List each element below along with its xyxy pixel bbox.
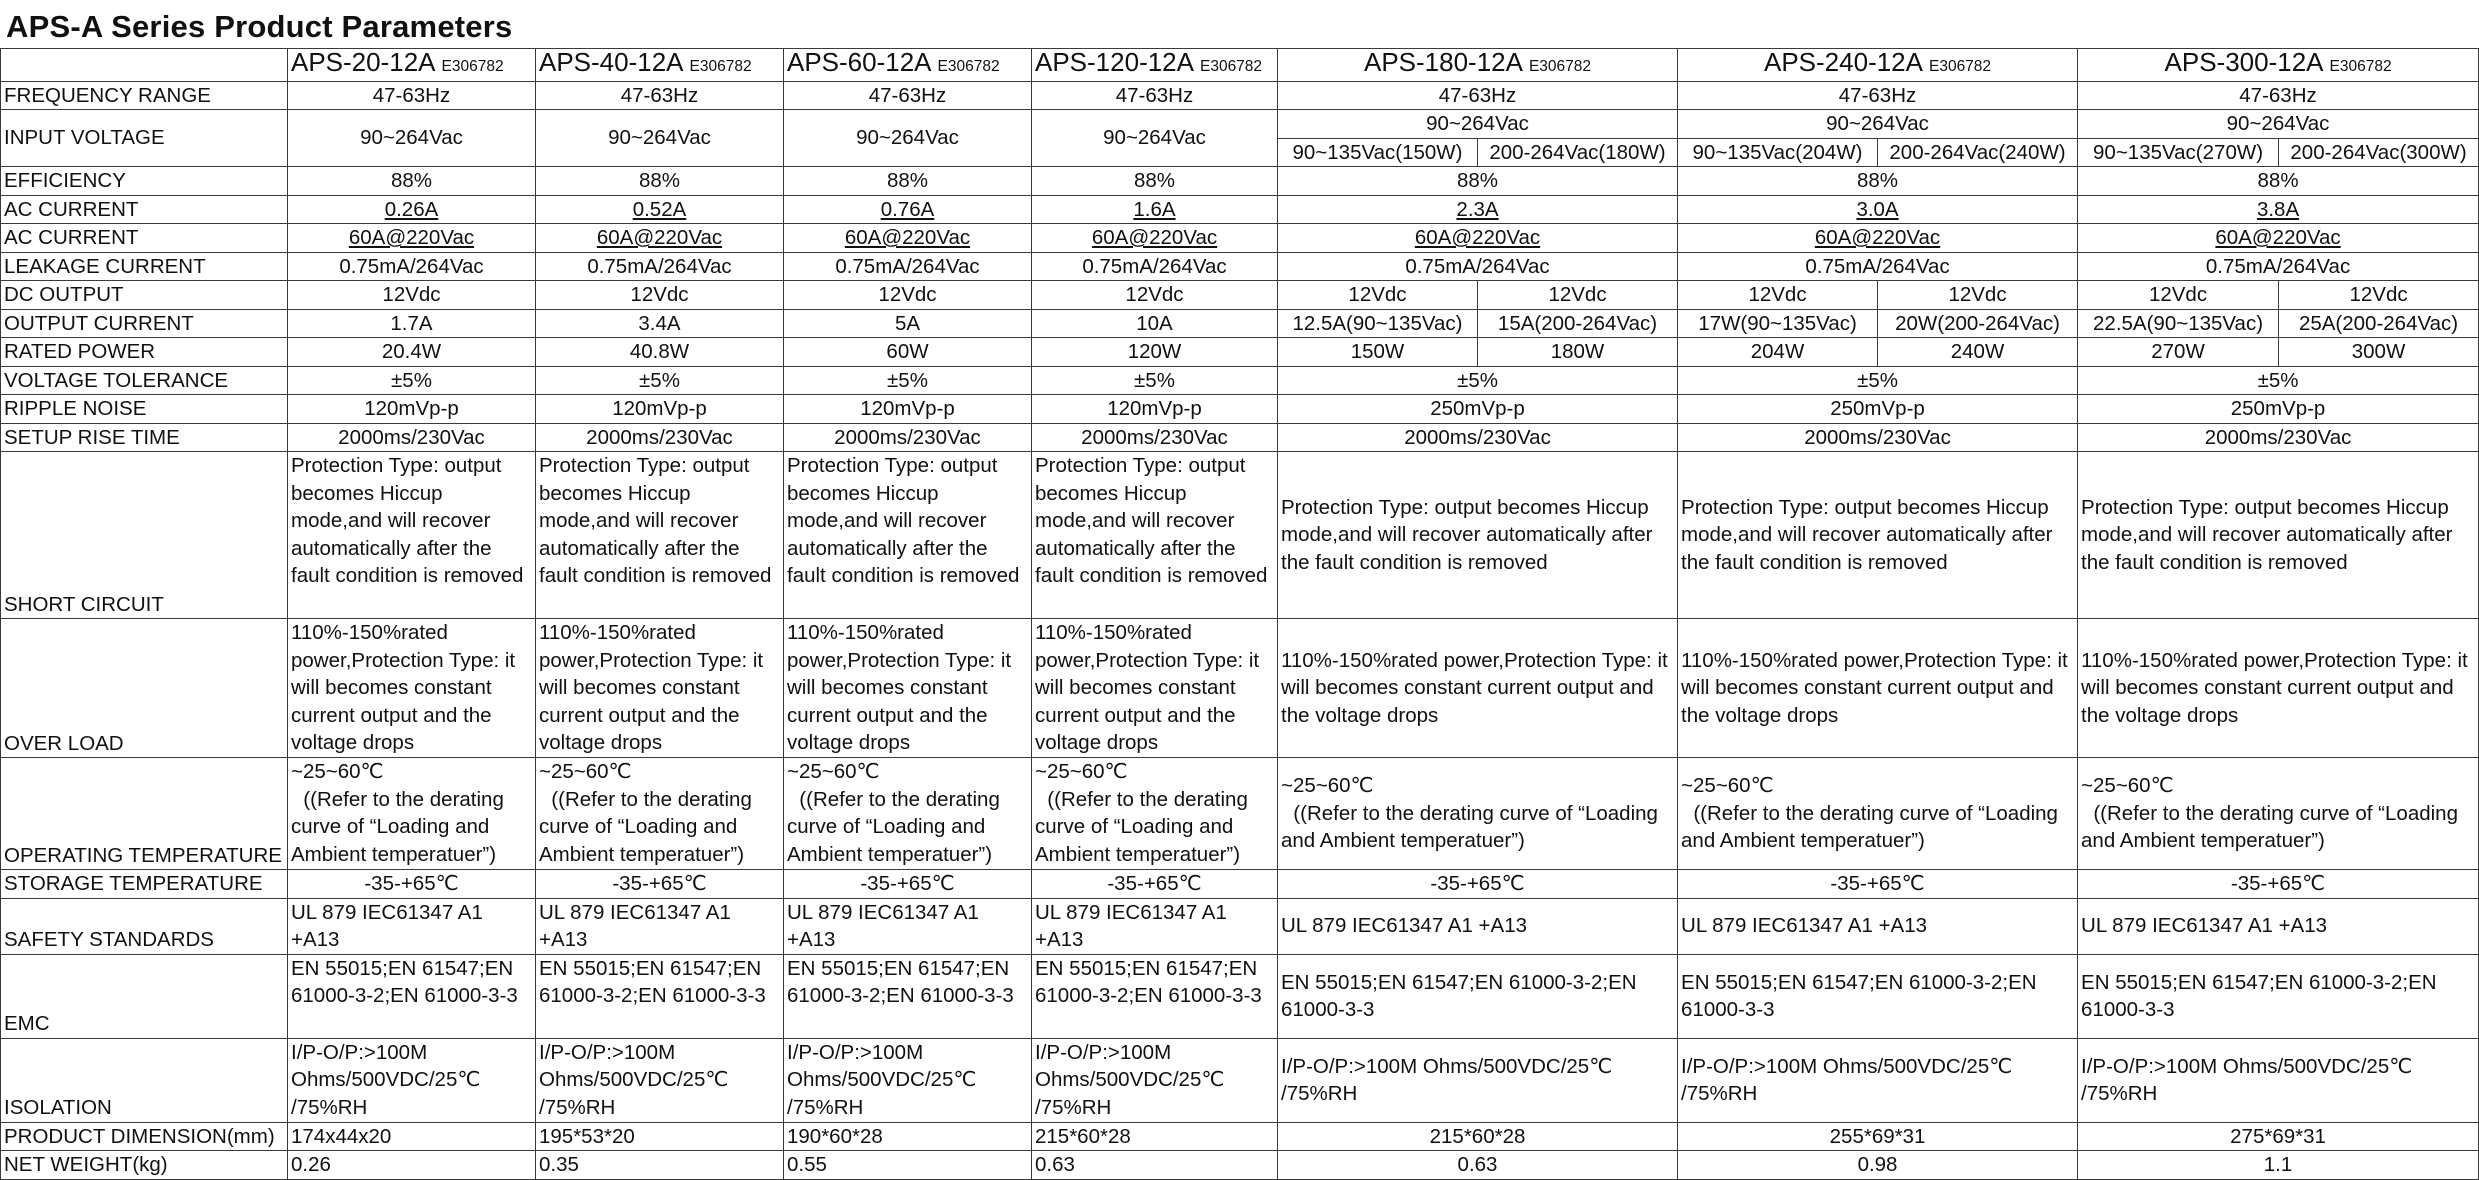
cell: ±5% xyxy=(784,366,1032,395)
table-row xyxy=(1,252,2479,281)
cell: 1.6A xyxy=(1032,195,1278,224)
table-row-header xyxy=(1,49,2479,82)
cell: 0.63 xyxy=(1278,1151,1678,1180)
cell: ~25~60℃ ((Refer to the derating curve of “Loading and Ambient temperatuer”) xyxy=(784,758,1032,870)
model-header: APS-60-12A E306782 xyxy=(784,49,1032,82)
cell: -35-+65℃ xyxy=(288,870,536,899)
cell: 12Vdc xyxy=(784,281,1032,310)
cell: 120mVp-p xyxy=(784,395,1032,424)
cell: 195*53*20 xyxy=(536,1122,784,1151)
table-row xyxy=(1,110,2479,139)
cell: Protection Type: output becomes Hiccup mode,and will recover automatically after the fault condition is removed xyxy=(1032,452,1278,619)
cell: 0.98 xyxy=(1678,1151,2078,1180)
cell: 60A@220Vac xyxy=(784,224,1032,253)
cell: 0.75mA/264Vac xyxy=(1032,252,1278,281)
cell: ~25~60℃ ((Refer to the derating curve of “Loading and Ambient temperatuer”) xyxy=(1678,758,2078,870)
row-label: VOLTAGE TOLERANCE xyxy=(1,366,288,395)
cell: 3.0A xyxy=(1678,195,2078,224)
cell: 60A@220Vac xyxy=(1278,224,1678,253)
cell: 2000ms/230Vac xyxy=(1278,423,1678,452)
spec-table xyxy=(0,48,2479,1180)
cell: 110%-150%rated power,Protection Type: it will becomes constant current output and the voltage drops xyxy=(2078,619,2479,758)
cell: EN 55015;EN 61547;EN 61000-3-2;EN 61000-3-3 xyxy=(2078,954,2479,1038)
page-title: APS-A Series Product Parameters xyxy=(6,9,513,44)
cell: 0.75mA/264Vac xyxy=(536,252,784,281)
cell: 12Vdc xyxy=(2078,281,2279,310)
row-label: FREQUENCY RANGE xyxy=(1,81,288,110)
cell: 60A@220Vac xyxy=(1032,224,1278,253)
table-row xyxy=(1,195,2479,224)
row-label: PRODUCT DIMENSION(mm) xyxy=(1,1122,288,1151)
cell: 22.5A(90~135Vac) xyxy=(2078,309,2279,338)
cell: -35-+65℃ xyxy=(1278,870,1678,899)
cell: 90~264Vac xyxy=(784,110,1032,167)
cell: 275*69*31 xyxy=(2078,1122,2479,1151)
cell: 12Vdc xyxy=(536,281,784,310)
cell: 0.55 xyxy=(784,1151,1032,1180)
cell: 90~135Vac(270W) xyxy=(2078,138,2279,167)
cell: -35-+65℃ xyxy=(1678,870,2078,899)
cell: 12Vdc xyxy=(1878,281,2078,310)
cell: ~25~60℃ ((Refer to the derating curve of “Loading and Ambient temperatuer”) xyxy=(288,758,536,870)
cell: 40.8W xyxy=(536,338,784,367)
cell: 47-63Hz xyxy=(536,81,784,110)
row-label: NET WEIGHT(kg) xyxy=(1,1151,288,1180)
model-header: APS-240-12A E306782 xyxy=(1678,49,2078,82)
cell: 90~135Vac(204W) xyxy=(1678,138,1878,167)
cell: 88% xyxy=(1678,167,2078,196)
header-corner xyxy=(1,49,288,82)
row-label: EMC xyxy=(1,954,288,1038)
cell: UL 879 IEC61347 A1 +A13 xyxy=(536,898,784,954)
table-row xyxy=(1,338,2479,367)
cell: 0.76A xyxy=(784,195,1032,224)
table-row xyxy=(1,1122,2479,1151)
cell: 0.26A xyxy=(288,195,536,224)
row-label: RIPPLE NOISE xyxy=(1,395,288,424)
cell: 12Vdc xyxy=(1478,281,1678,310)
cell: 0.35 xyxy=(536,1151,784,1180)
cell: 17W(90~135Vac) xyxy=(1678,309,1878,338)
model-header: APS-40-12A E306782 xyxy=(536,49,784,82)
cell: 150W xyxy=(1278,338,1478,367)
cell: 0.75mA/264Vac xyxy=(1278,252,1678,281)
cell: 3.8A xyxy=(2078,195,2479,224)
table-row xyxy=(1,309,2479,338)
cell: 90~264Vac xyxy=(288,110,536,167)
cell: Protection Type: output becomes Hiccup mode,and will recover automatically after the fault condition is removed xyxy=(1678,452,2078,619)
model-header: APS-20-12A E306782 xyxy=(288,49,536,82)
cell: 90~264Vac xyxy=(1678,110,2078,139)
cell: 2000ms/230Vac xyxy=(1678,423,2078,452)
cell: 60A@220Vac xyxy=(2078,224,2479,253)
cell: UL 879 IEC61347 A1 +A13 xyxy=(784,898,1032,954)
cell: 110%-150%rated power,Protection Type: it will becomes constant current output and the voltage drops xyxy=(1032,619,1278,758)
cell: 90~264Vac xyxy=(2078,110,2479,139)
cell: 180W xyxy=(1478,338,1678,367)
cell: I/P-O/P:>100M Ohms/500VDC/25℃ /75%RH xyxy=(288,1038,536,1122)
cell: ~25~60℃ ((Refer to the derating curve of “Loading and Ambient temperatuer”) xyxy=(2078,758,2479,870)
cell: 120mVp-p xyxy=(1032,395,1278,424)
row-label: AC CURRENT xyxy=(1,224,288,253)
cell: 88% xyxy=(1278,167,1678,196)
cell: 90~264Vac xyxy=(536,110,784,167)
cell: EN 55015;EN 61547;EN 61000-3-2;EN 61000-3-3 xyxy=(536,954,784,1038)
cell: ±5% xyxy=(536,366,784,395)
cell: 15A(200-264Vac) xyxy=(1478,309,1678,338)
cell: ±5% xyxy=(1278,366,1678,395)
table-row xyxy=(1,1151,2479,1180)
cell: 110%-150%rated power,Protection Type: it will becomes constant current output and the voltage drops xyxy=(784,619,1032,758)
table-row xyxy=(1,870,2479,899)
cell: 0.75mA/264Vac xyxy=(784,252,1032,281)
cell: UL 879 IEC61347 A1 +A13 xyxy=(1032,898,1278,954)
cell: 2000ms/230Vac xyxy=(784,423,1032,452)
cell: 12Vdc xyxy=(1032,281,1278,310)
cell: ±5% xyxy=(2078,366,2479,395)
cell: 2000ms/230Vac xyxy=(1032,423,1278,452)
cell: Protection Type: output becomes Hiccup mode,and will recover automatically after the fault condition is removed xyxy=(784,452,1032,619)
cell: EN 55015;EN 61547;EN 61000-3-2;EN 61000-3-3 xyxy=(784,954,1032,1038)
table-row xyxy=(1,898,2479,954)
table-row xyxy=(1,423,2479,452)
cell: I/P-O/P:>100M Ohms/500VDC/25℃ /75%RH xyxy=(1032,1038,1278,1122)
cell: 88% xyxy=(2078,167,2479,196)
cell: 215*60*28 xyxy=(1278,1122,1678,1151)
cell: 1.1 xyxy=(2078,1151,2479,1180)
cell: 90~264Vac xyxy=(1032,110,1278,167)
row-label: LEAKAGE CURRENT xyxy=(1,252,288,281)
table-row xyxy=(1,167,2479,196)
cell: -35-+65℃ xyxy=(784,870,1032,899)
cell: 204W xyxy=(1678,338,1878,367)
cell: 88% xyxy=(1032,167,1278,196)
cell: 2000ms/230Vac xyxy=(536,423,784,452)
cell: 60A@220Vac xyxy=(1678,224,2078,253)
row-label: AC CURRENT xyxy=(1,195,288,224)
cell: 20W(200-264Vac) xyxy=(1878,309,2078,338)
cell: 2000ms/230Vac xyxy=(2078,423,2479,452)
cell: -35-+65℃ xyxy=(1032,870,1278,899)
cell: Protection Type: output becomes Hiccup mode,and will recover automatically after the fault condition is removed xyxy=(1278,452,1678,619)
cell: 60A@220Vac xyxy=(536,224,784,253)
model-header: APS-300-12A E306782 xyxy=(2078,49,2479,82)
cell: 47-63Hz xyxy=(2078,81,2479,110)
table-row xyxy=(1,366,2479,395)
row-label: DC OUTPUT xyxy=(1,281,288,310)
cell: 12Vdc xyxy=(1278,281,1478,310)
cell: 12Vdc xyxy=(2279,281,2479,310)
cell: I/P-O/P:>100M Ohms/500VDC/25℃ /75%RH xyxy=(2078,1038,2479,1122)
cell: 240W xyxy=(1878,338,2078,367)
cell: 47-63Hz xyxy=(1032,81,1278,110)
cell: 2000ms/230Vac xyxy=(288,423,536,452)
cell: 174x44x20 xyxy=(288,1122,536,1151)
cell: 88% xyxy=(784,167,1032,196)
cell: UL 879 IEC61347 A1 +A13 xyxy=(2078,898,2479,954)
cell: 5A xyxy=(784,309,1032,338)
row-label: SHORT CIRCUIT xyxy=(1,452,288,619)
cell: I/P-O/P:>100M Ohms/500VDC/25℃ /75%RH xyxy=(1678,1038,2078,1122)
model-header: APS-180-12A E306782 xyxy=(1278,49,1678,82)
cell: ±5% xyxy=(288,366,536,395)
row-label: INPUT VOLTAGE xyxy=(1,110,288,167)
cell: 60A@220Vac xyxy=(288,224,536,253)
cell: 110%-150%rated power,Protection Type: it will becomes constant current output and the voltage drops xyxy=(288,619,536,758)
cell: UL 879 IEC61347 A1 +A13 xyxy=(1278,898,1678,954)
cell: 110%-150%rated power,Protection Type: it will becomes constant current output and the voltage drops xyxy=(536,619,784,758)
cell: 270W xyxy=(2078,338,2279,367)
row-label: SAFETY STANDARDS xyxy=(1,898,288,954)
cell: 215*60*28 xyxy=(1032,1122,1278,1151)
cell: UL 879 IEC61347 A1 +A13 xyxy=(1678,898,2078,954)
cell: 47-63Hz xyxy=(288,81,536,110)
cell: 47-63Hz xyxy=(1278,81,1678,110)
cell: 0.63 xyxy=(1032,1151,1278,1180)
row-label: STORAGE TEMPERATURE xyxy=(1,870,288,899)
row-label: OPERATING TEMPERATURE xyxy=(1,758,288,870)
cell: Protection Type: output becomes Hiccup mode,and will recover automatically after the fault condition is removed xyxy=(2078,452,2479,619)
cell: UL 879 IEC61347 A1 +A13 xyxy=(288,898,536,954)
cell: 0.52A xyxy=(536,195,784,224)
cell: 90~264Vac xyxy=(1278,110,1678,139)
table-row xyxy=(1,619,2479,758)
table-row xyxy=(1,81,2479,110)
cell: 0.75mA/264Vac xyxy=(288,252,536,281)
cell: 250mVp-p xyxy=(1678,395,2078,424)
cell: EN 55015;EN 61547;EN 61000-3-2;EN 61000-3-3 xyxy=(1032,954,1278,1038)
cell: 3.4A xyxy=(536,309,784,338)
cell: -35-+65℃ xyxy=(536,870,784,899)
cell: 250mVp-p xyxy=(1278,395,1678,424)
cell: 12Vdc xyxy=(1678,281,1878,310)
table-row xyxy=(1,452,2479,619)
cell: EN 55015;EN 61547;EN 61000-3-2;EN 61000-3-3 xyxy=(1278,954,1678,1038)
cell: EN 55015;EN 61547;EN 61000-3-2;EN 61000-3-3 xyxy=(1678,954,2078,1038)
cell: 250mVp-p xyxy=(2078,395,2479,424)
cell: 0.75mA/264Vac xyxy=(1678,252,2078,281)
row-label: OUTPUT CURRENT xyxy=(1,309,288,338)
cell: 90~135Vac(150W) xyxy=(1278,138,1478,167)
cell: 255*69*31 xyxy=(1678,1122,2078,1151)
cell: 0.26 xyxy=(288,1151,536,1180)
row-label: EFFICIENCY xyxy=(1,167,288,196)
table-row xyxy=(1,281,2479,310)
cell: 190*60*28 xyxy=(784,1122,1032,1151)
table-row xyxy=(1,758,2479,870)
cell: 120mVp-p xyxy=(536,395,784,424)
table-row xyxy=(1,954,2479,1038)
cell: ±5% xyxy=(1678,366,2078,395)
table-row xyxy=(1,395,2479,424)
cell: 60W xyxy=(784,338,1032,367)
cell: 110%-150%rated power,Protection Type: it will becomes constant current output and the voltage drops xyxy=(1678,619,2078,758)
cell: 12.5A(90~135Vac) xyxy=(1278,309,1478,338)
row-label: ISOLATION xyxy=(1,1038,288,1122)
cell: Protection Type: output becomes Hiccup mode,and will recover automatically after the fault condition is removed xyxy=(288,452,536,619)
cell: 200-264Vac(300W) xyxy=(2279,138,2479,167)
cell: 47-63Hz xyxy=(784,81,1032,110)
cell: 2.3A xyxy=(1278,195,1678,224)
table-row xyxy=(1,224,2479,253)
cell: 120W xyxy=(1032,338,1278,367)
cell: EN 55015;EN 61547;EN 61000-3-2;EN 61000-3-3 xyxy=(288,954,536,1038)
cell: 12Vdc xyxy=(288,281,536,310)
cell: 300W xyxy=(2279,338,2479,367)
cell: 1.7A xyxy=(288,309,536,338)
cell: -35-+65℃ xyxy=(2078,870,2479,899)
row-label: SETUP RISE TIME xyxy=(1,423,288,452)
cell: 200-264Vac(180W) xyxy=(1478,138,1678,167)
model-header: APS-120-12A E306782 xyxy=(1032,49,1278,82)
cell: 120mVp-p xyxy=(288,395,536,424)
cell: ~25~60℃ ((Refer to the derating curve of “Loading and Ambient temperatuer”) xyxy=(1032,758,1278,870)
cell: 110%-150%rated power,Protection Type: it will becomes constant current output and the voltage drops xyxy=(1278,619,1678,758)
cell: Protection Type: output becomes Hiccup mode,and will recover automatically after the fault condition is removed xyxy=(536,452,784,619)
cell: 10A xyxy=(1032,309,1278,338)
cell: 0.75mA/264Vac xyxy=(2078,252,2479,281)
table-row xyxy=(1,1038,2479,1122)
cell: I/P-O/P:>100M Ohms/500VDC/25℃ /75%RH xyxy=(1278,1038,1678,1122)
cell: ±5% xyxy=(1032,366,1278,395)
cell: 88% xyxy=(288,167,536,196)
cell: 47-63Hz xyxy=(1678,81,2078,110)
row-label: RATED POWER xyxy=(1,338,288,367)
row-label: OVER LOAD xyxy=(1,619,288,758)
cell: I/P-O/P:>100M Ohms/500VDC/25℃ /75%RH xyxy=(536,1038,784,1122)
cell: 88% xyxy=(536,167,784,196)
cell: I/P-O/P:>100M Ohms/500VDC/25℃ /75%RH xyxy=(784,1038,1032,1122)
cell: ~25~60℃ ((Refer to the derating curve of “Loading and Ambient temperatuer”) xyxy=(1278,758,1678,870)
cell: 20.4W xyxy=(288,338,536,367)
cell: ~25~60℃ ((Refer to the derating curve of “Loading and Ambient temperatuer”) xyxy=(536,758,784,870)
cell: 200-264Vac(240W) xyxy=(1878,138,2078,167)
cell: 25A(200-264Vac) xyxy=(2279,309,2479,338)
